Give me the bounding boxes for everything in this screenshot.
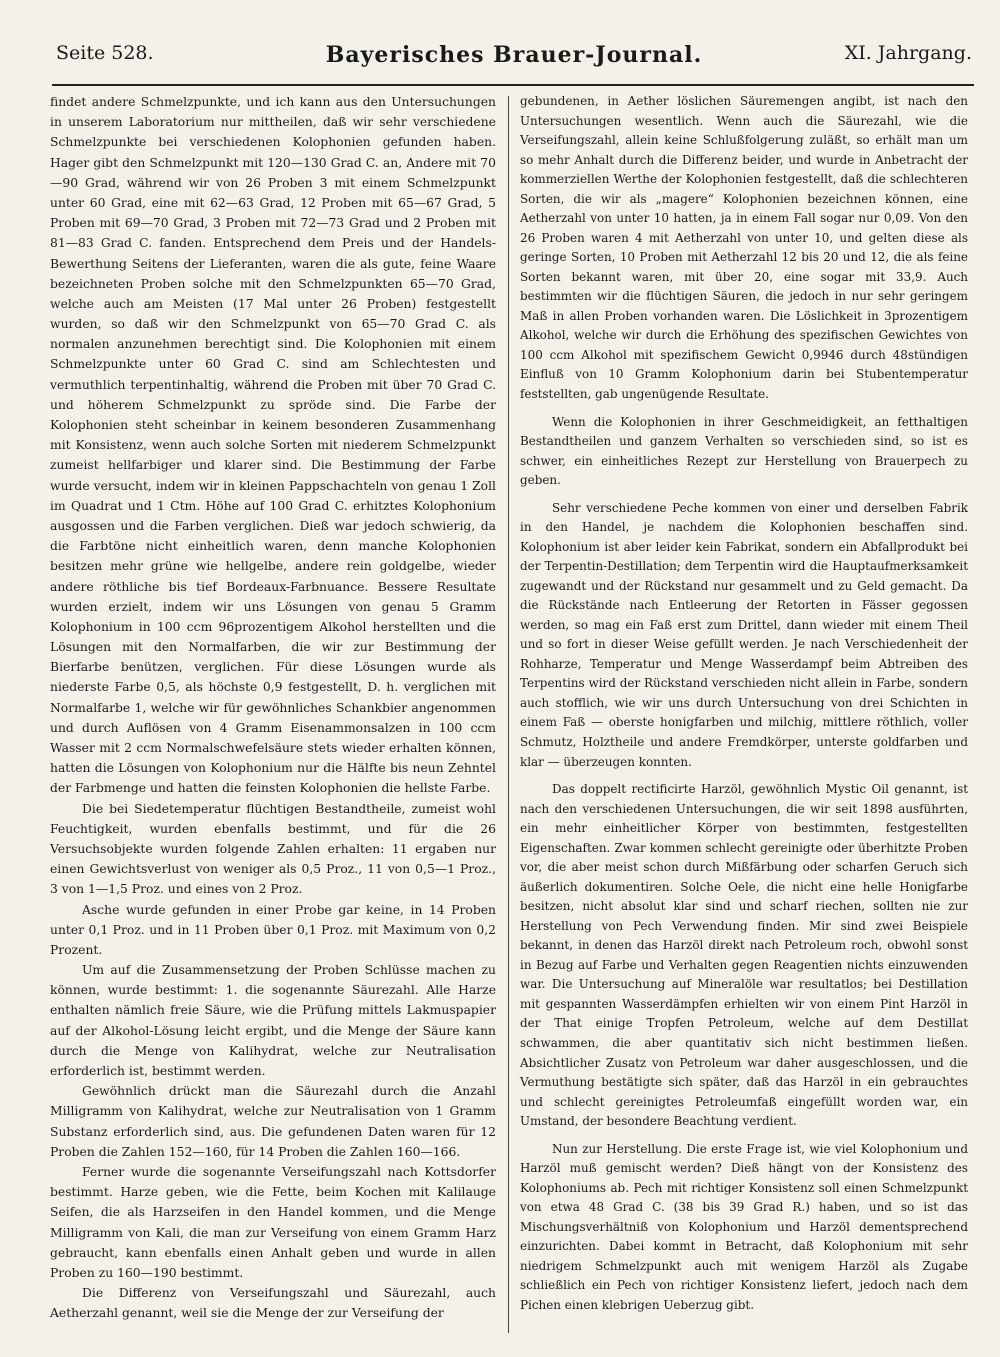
left-column: [50, 92, 496, 1323]
volume-label: XI. Jahrgang.: [844, 42, 972, 64]
page-header: [56, 42, 972, 82]
paragraph: gebundenen, in Aether löslichen Säuremengen angibt, ist nach den Untersuchungen wesentlich. Wenn auch die Säurezahl, wie die Verseifungszahl, allein keine Schlußfolgerung zuläßt, so erhält man um so mehr Anhalt durch die Differenz beider, und wurde in Anbetracht der kommerziellen Werthe der Kolophonien festgestellt, daß die schlechteren Sorten, die wir als „magere“ Kolophonien bezeichnen können, eine Aetherzahl von unter 10 hatten, ja in einem Fall sogar nur 0,09. Von den 26 Proben waren 4 mit Aetherzahl von unter 10, und gelten diese als geringe Sorten, 10 Proben mit Aetherzahl 12 bis 20 und 12, die als feine Sorten bekannt waren, mit über 20, eine sogar mit 33,9. Auch bestimmten wir die flüchtigen Säuren, die jedoch in nur sehr geringem Maß in allen Proben vorhanden waren. Die Löslichkeit in 3prozentigem Alkohol, welche wir durch die Erhöhung des spezifischen Gewichtes von 100 ccm Alkohol mit spezifischem Gewicht 0,9946 durch 48stündigen Einfluß von 10 Gramm Kolophonium darin bei Stubentemperatur feststellten, gab ungenügende Resultate.: [520, 94, 968, 401]
paragraph: Asche wurde gefunden in einer Probe gar keine, in 14 Proben unter 0,1 Proz. und in 11 Proben über 0,1 Proz. mit Maximum von 0,2 Prozent.: [50, 902, 496, 957]
paragraph: Das doppelt rectificirte Harzöl, gewöhnlich Mystic Oil genannt, ist nach den verschiedenen Untersuchungen, die wir seit 1898 ausführten, ein mehr einheitlicher Körper von bestimmten, festgestellten Eigenschaften. Zwar kommen schlecht gereinigte oder überhitzte Proben vor, die aber meist schon durch Mißfärbung oder scharfen Geruch sich äußerlich dokumentiren. Solche Oele, die nicht eine helle Honigfarbe besitzen, nicht absolut klar sind und scharf riechen, sollten nie zur Herstellung von Pech Verwendung finden. Mir sind zwei Beispiele bekannt, in denen das Harzöl direkt nach Petroleum roch, obwohl sonst in Bezug auf Farbe und Verhalten gegen Reagentien nichts einzuwenden war. Die Untersuchung auf Mineralöle war resultatlos; bei Destillation mit gespannten Wasserdämpfen erhielten wir von einem Pint Harzöl in der That einige Tropfen Petroleum, welche auf dem Destillat schwammen, die aber quantitativ sich nicht bestimmen ließen. Absichtlicher Zusatz von Petroleum war daher ausgeschlossen, und die Vermuthung bestätigte sich später, daß das Harzöl in ein gebrauchtes und schlecht gereinigtes Petroleumfaß eingefüllt worden war, ein Umstand, der besondere Beachtung verdient.: [520, 782, 968, 1129]
paragraph: Die bei Siedetemperatur flüchtigen Bestandtheile, zumeist wohl Feuchtigkeit, wurden ebenfalls bestimmt, und für die 26 Versuchsobjekte wurden folgende Zahlen erhalten: 11 ergaben nur einen Gewichtsverlust von weniger als 0,5 Proz., 11 von 0,5—1 Proz., 3 von 1—1,5 Proz. und eines von 2 Proz.: [50, 801, 496, 897]
journal-title: Bayerisches Brauer-Journal.: [325, 42, 703, 68]
header-rule: [52, 84, 974, 86]
paragraph: Nun zur Herstellung. Die erste Frage ist, wie viel Kolophonium und Harzöl muß gemischt werden? Dieß hängt von der Konsistenz des Kolophoniums ab. Pech mit richtiger Konsistenz soll einen Schmelzpunkt von etwa 48 Grad C. (38 bis 39 Grad R.) haben, und so ist das Mischungsverhältniß von Kolophonium und Harzöl dementsprechend einzurichten. Dabei kommt in Betracht, daß Kolophonium mit sehr niedrigem Schmelzpunkt auch mit wenigem Harzöl als Zugabe schließlich ein Pech von richtiger Konsistenz liefert, jedoch nach dem Pichen einen klebrigen Ueberzug gibt.: [520, 1141, 968, 1312]
right-column: [520, 92, 968, 1315]
paragraph: Wenn die Kolophonien in ihrer Geschmeidigkeit, an fetthaltigen Bestandtheilen und ganzem Verhalten so verschieden sind, so ist es schwer, ein einheitliches Rezept zur Herstellung von Brauerpech zu geben.: [520, 414, 968, 488]
paragraph: Sehr verschiedene Peche kommen von einer und derselben Fabrik in den Handel, je nachdem die Kolophonien beschaffen sind. Kolophonium ist aber leider kein Fabrikat, sondern ein Abfallprodukt bei der Terpentin-Destillation; dem Terpentin wird die Hauptaufmerksamkeit zugewandt und der Rückstand nur gesammelt und zu Geld gemacht. Da die Rückstände nach Entleerung der Retorten in Fässer gegossen werden, so mag ein Faß erst zum Drittel, dann wieder mit einem Theil und so fort in dieser Weise gefüllt werden. Je nach Verschiedenheit der Rohharze, Temperatur und Menge Wasserdampf beim Abtreiben des Terpentins wird der Rückstand verschieden nicht allein in Farbe, sondern auch stofflich, wie wir uns durch Untersuchung von drei Schichten in einem Faß — oberste honigfarben und milchig, mittlere röthlich, voller Schmutz, Holztheile und andere Fremdkörper, unterste goldfarben und klar — überzeugen konnten.: [520, 500, 968, 769]
paragraph: findet andere Schmelzpunkte, und ich kann aus den Untersuchungen in unserem Laboratorium nur mittheilen, daß wir sehr verschiedene Schmelzpunkte bei verschiedenen Kolophonien gefunden haben. Hager gibt den Schmelzpunkt mit 120—130 Grad C. an, Andere mit 70—90 Grad, während wir von 26 Proben 3 mit einem Schmelzpunkt unter 60 Grad, eine mit 62—63 Grad, 12 Proben mit 65—67 Grad, 5 Proben mit 69—70 Grad, 3 Proben mit 72—73 Grad und 2 Proben mit 81—83 Grad C. fanden. Entsprechend dem Preis und der Handels-Bewerthung Seitens der Lieferanten, waren die als gute, feine Waare bezeichneten Proben solche mit den Schmelzpunkten 65—70 Grad, welche auch am Meisten (17 Mal unter 26 Proben) festgestellt wurden, so daß wir den Schmelzpunkt von 65—70 Grad C. als normalen anzunehmen berechtigt sind. Die Kolophonien mit einem Schmelzpunkte unter 60 Grad C. sind am Schlechtesten und vermuthlich terpentinhaltig, während die Proben mit über 70 Grad C. und höherem Schmelzpunkt zu spröde sind. Die Farbe der Kolophonien steht scheinbar in keinem besonderen Zusammenhang mit Konsistenz, wenn auch solche Sorten mit niederem Schmelzpunkt zumeist hellfarbiger und klarer sind. Die Bestimmung der Farbe wurde versucht, indem wir in kleinen Pappschachteln von genau 1 Zoll im Quadrat und 1 Ctm. Höhe auf 100 Grad C. erhitztes Kolophonium ausgossen und die Farben verglichen. Dieß war jedoch schwierig, da die Farbtöne nicht einheitlich waren, denn manche Kolophonien besitzen mehr grüne wie hellgelbe, andere rein goldgelbe, wieder andere röthliche bis tief Bordeaux-Farbnuance. Bessere Resultate wurden erzielt, indem wir uns Lösungen von genau 5 Gramm Kolophonium in 100 ccm 96prozentigem Alkohol herstellten und die Lösungen mit den Normalfarben, die wir zur Bestimmung der Bierfarbe benützen, verglichen. Für diese Lösungen wurde als niederste Farbe 0,5, als höchste 0,9 festgestellt, D. h. verglichen mit Normalfarbe 1, welche wir für gewöhnliches Schankbier angenommen und durch Auflösen von 4 Gramm Eisenammonsalzen in 100 ccm Wasser mit 2 ccm Normalschwefelsäure stets wieder erhalten können, hatten die Lösungen von Kolophonium nur die Hälfte bis neun Zehntel der Farbmenge und hatten die feinsten Kolophonien die hellste Farbe.: [50, 95, 496, 796]
paragraph: Die Differenz von Verseifungszahl und Säurezahl, auch Aetherzahl genannt, weil sie die Menge der zur Verseifung der: [50, 1286, 496, 1321]
paragraph: Um auf die Zusammensetzung der Proben Schlüsse machen zu können, wurde bestimmt: 1. die sogenannte Säurezahl. Alle Harze enthalten nämlich freie Säure, wie die Prüfung mittels Lakmuspapier auf der Alkohol-Lösung leicht ergibt, und die Menge der Säure kann durch die Menge von Kalihydrat, welche zur Neutralisation erforderlich ist, bestimmt werden.: [50, 963, 496, 1078]
column-divider: [508, 96, 509, 1333]
paragraph: Gewöhnlich drückt man die Säurezahl durch die Anzahl Milligramm von Kalihydrat, welche zur Neutralisation von 1 Gramm Substanz erforderlich sind, aus. Die gefundenen Daten waren für 12 Proben die Zahlen 152—160, für 14 Proben die Zahlen 160—166.: [50, 1084, 496, 1159]
paragraph: Ferner wurde die sogenannte Verseifungszahl nach Kottsdorfer bestimmt. Harze geben, wie die Fette, beim Kochen mit Kalilauge Seifen, die als Harzseifen in den Handel kommen, und die Menge Milligramm von Kali, die man zur Verseifung von einem Gramm Harz gebraucht, kann ebenfalls einen Anhalt geben und wurde in allen Proben zu 160—190 bestimmt.: [50, 1164, 496, 1280]
page-number: Seite 528.: [56, 42, 154, 64]
